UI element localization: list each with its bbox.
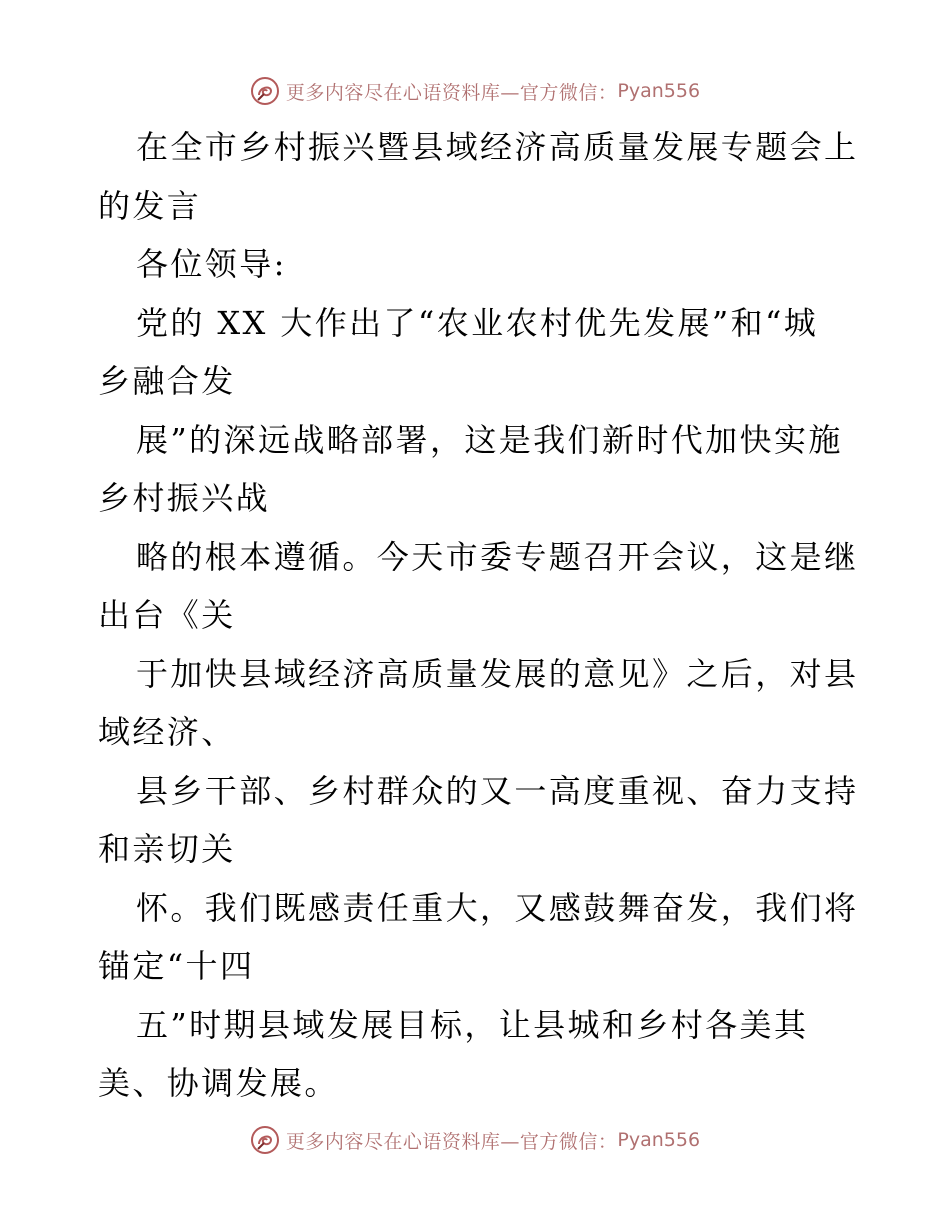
- header-banner: [0, 71, 950, 111]
- banner-wechat-id: Pyan556: [617, 1129, 701, 1151]
- banner-wechat-id: Pyan556: [617, 80, 701, 102]
- paragraph-line: 怀。我们既感责任重大，又感鼓舞奋发，我们将: [136, 888, 859, 927]
- paragraph-line: 乡融合发: [98, 362, 236, 400]
- paragraph-line: 美、协调发展。: [98, 1064, 339, 1102]
- banner-text: 更多内容尽在心语资料库—官方微信：: [285, 1130, 618, 1153]
- paragraph-line: 的发言: [98, 186, 202, 225]
- paragraph-line: 锚定“十四: [98, 947, 255, 985]
- document-body: [98, 118, 858, 1113]
- paragraph-line: 域经济、: [98, 713, 236, 751]
- paragraph-line: 党的 XX 大作出了“农业农村优先发展”和“城: [136, 303, 819, 342]
- footer-banner: [0, 1120, 950, 1160]
- paragraph-line: 乡村振兴战: [98, 479, 271, 517]
- paragraph-line: 出台《关: [98, 596, 236, 634]
- red-rose-logo-icon: [250, 1125, 280, 1155]
- paragraph-line: 略的根本遵循。今天市委专题召开会议，这是继: [136, 537, 859, 576]
- red-rose-logo-icon: [250, 76, 280, 106]
- paragraph-line: 县乡干部、乡村群众的又一高度重视、奋力支持: [136, 771, 859, 810]
- paragraph-line: 在全市乡村振兴暨县域经济高质量发展专题会上: [136, 128, 859, 166]
- paragraph-line: 和亲切关: [98, 830, 236, 868]
- paragraph-line: 各位领导:: [136, 245, 287, 283]
- paragraph-line: 于加快县域经济高质量发展的意见》之后，对县: [136, 654, 859, 693]
- paragraph-line: 展”的深远战略部署，这是我们新时代加快实施: [136, 420, 843, 459]
- paragraph-line: 五”时期县域发展目标，让县城和乡村各美其: [136, 1005, 809, 1044]
- banner-text: 更多内容尽在心语资料库—官方微信：: [285, 81, 618, 104]
